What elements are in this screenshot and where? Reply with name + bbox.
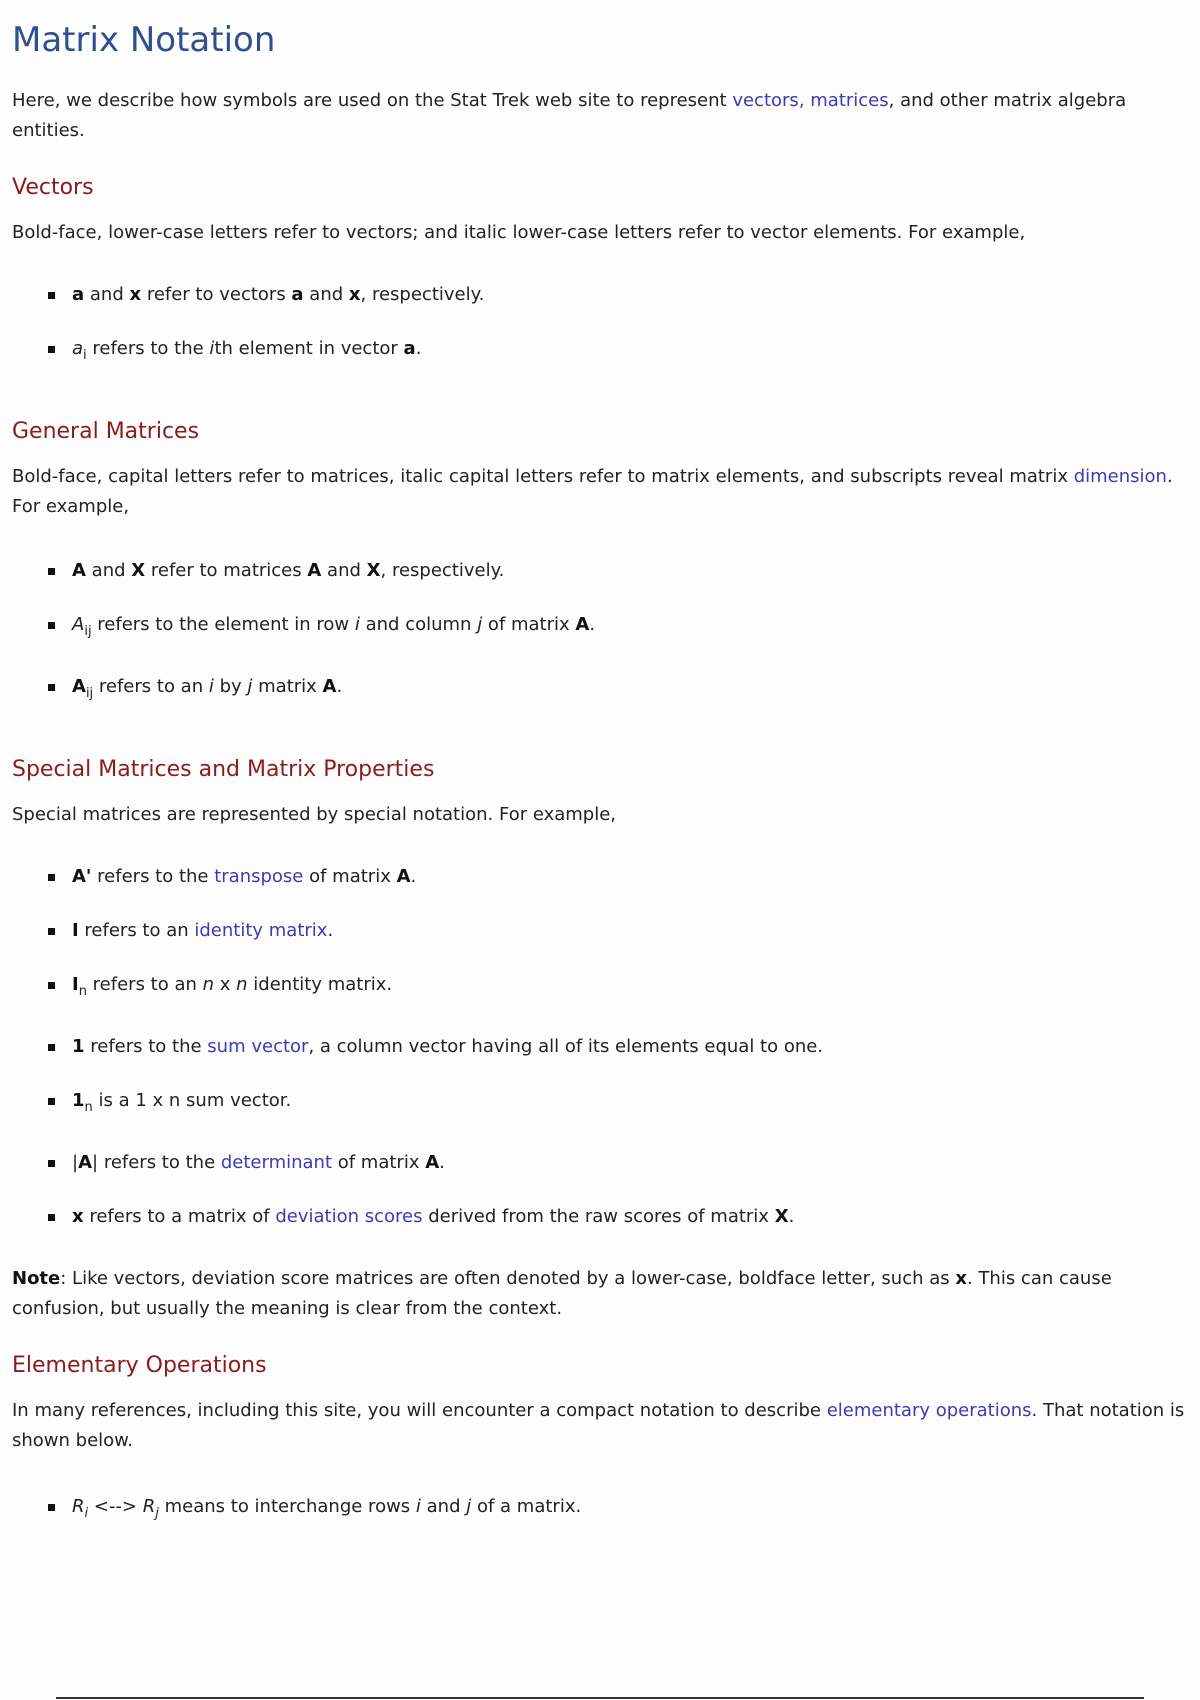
general-matrices-heading: General Matrices — [12, 419, 200, 444]
intro-paragraph: Here, we describe how symbols are used on the Stat Trek web site to represent vectors, matrices, and other matrix algebra entities. — [12, 90, 1127, 141]
determinant-link[interactable]: determinant — [220, 1152, 333, 1173]
list-item: $1_n$ is a 1 x n sum vector. — [48, 1086, 1200, 1116]
list-item: $R_i$ <--> $R_j$ means to interchange rows i and j of a matrix. — [48, 1492, 1200, 1522]
special-matrices-paragraph: Special matrices are represented by special notation. For example, — [12, 804, 617, 825]
list-item: A' refers to the transpose of matrix A. — [48, 862, 1200, 892]
deviation-scores-link[interactable]: deviation scores — [275, 1206, 423, 1227]
vectors-heading: Vectors — [12, 175, 94, 200]
general-matrices-paragraph: Bold-face, capital letters refer to matrices, italic capital letters refer to matrix elements, and subscripts reveal matrix dimension. For example, — [12, 466, 1173, 517]
list-item: 1 refers to the sum vector, a column vector having all of its elements equal to one. — [48, 1032, 1200, 1062]
list-item: A and X refer to matrices A and X, respectively. — [48, 556, 1200, 586]
special-matrices-list — [12, 862, 1200, 1232]
list-item: I refers to an identity matrix. — [48, 916, 1200, 946]
elementary-operations-heading: Elementary Operations — [12, 1353, 267, 1378]
dimension-link[interactable]: dimension — [1073, 466, 1167, 487]
list-item: $a_i$ refers to the ith element in vector a. — [48, 334, 1200, 364]
elementary-operations-link[interactable]: elementary operations — [826, 1400, 1032, 1421]
note-label: Note — [12, 1268, 61, 1289]
document-page — [12, 0, 1200, 1522]
transpose-link[interactable]: transpose — [214, 866, 304, 887]
vectors-list — [12, 280, 1200, 364]
vectors-paragraph: Bold-face, lower-case letters refer to vectors; and italic lower-case letters refer to vector elements. For example, — [12, 222, 1026, 243]
list-item: $A_{ij}$ refers to the element in row i and column j of matrix A. — [48, 610, 1200, 640]
list-item: $A_{ij}$ refers to an i by j matrix A. — [48, 672, 1200, 702]
list-item: x refers to a matrix of deviation scores derived from the raw scores of matrix X. — [48, 1202, 1200, 1232]
intro-link-separator: , — [798, 90, 811, 111]
sum-vector-link[interactable]: sum vector — [207, 1036, 309, 1057]
list-item: |A| refers to the determinant of matrix A. — [48, 1148, 1200, 1178]
identity-matrix-link[interactable]: identity matrix — [194, 920, 328, 941]
list-item: a and x refer to vectors a and x, respectively. — [48, 280, 1200, 310]
elementary-operations-paragraph: In many references, including this site, you will encounter a compact notation to describe elementary operations. That notation is shown below. — [12, 1400, 1185, 1451]
vectors-link[interactable]: vectors — [732, 90, 799, 111]
elementary-operations-list — [12, 1492, 1200, 1522]
note-paragraph: Note: Like vectors, deviation score matrices are often denoted by a lower-case, boldface letter, such as x. This can cause confusion, but usually the meaning is clear from the context. — [12, 1268, 1112, 1319]
page-title: Matrix Notation — [12, 20, 276, 60]
list-item: $I_n$ refers to an n x n identity matrix. — [48, 970, 1200, 1000]
special-matrices-heading: Special Matrices and Matrix Properties — [12, 757, 435, 782]
matrices-link[interactable]: matrices — [810, 90, 889, 111]
general-matrices-list — [12, 556, 1200, 702]
footer-divider — [56, 1697, 1144, 1699]
